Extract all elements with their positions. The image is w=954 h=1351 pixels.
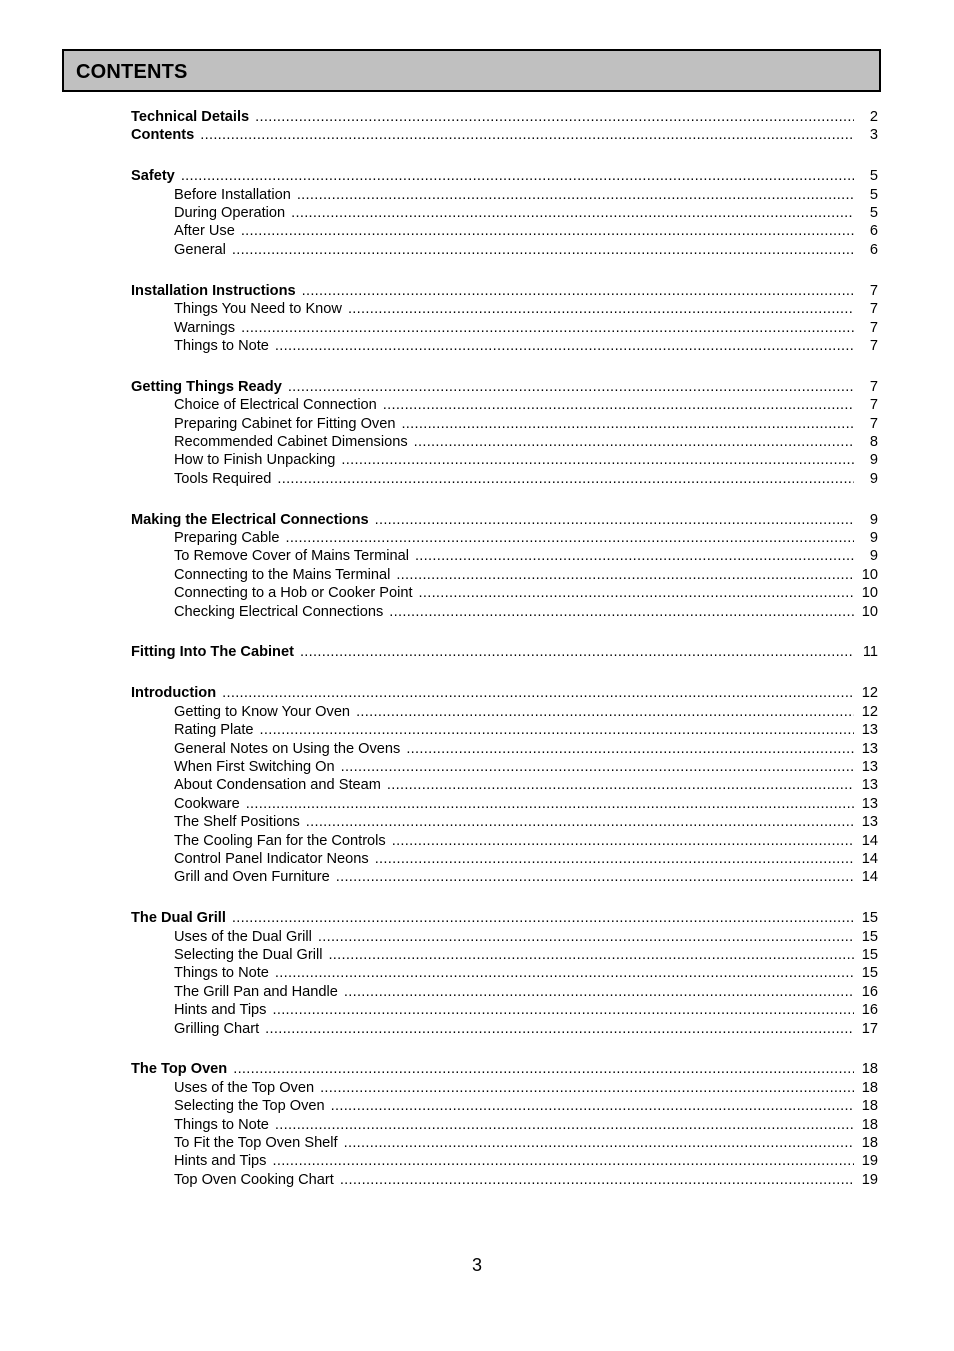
toc-entry-title: Cookware [174,795,240,812]
toc-entry-title: Control Panel Indicator Neons [174,850,369,867]
toc-entry-title: Connecting to the Mains Terminal [174,566,391,583]
toc-entry-page: 10 [861,585,878,602]
toc-entry-title: Before Installation [174,186,291,203]
toc-entry-page: 7 [869,282,878,299]
toc-entry-title: Hints and Tips [174,1153,267,1170]
toc-entry-title: The Grill Pan and Handle [174,983,338,1000]
toc-subentry[interactable] [131,1097,878,1115]
toc-entry-title: Getting to Know Your Oven [174,703,351,720]
toc-entry-title: The Dual Grill [131,910,226,927]
dot-leader [389,603,854,621]
toc-entry-page: 11 [862,644,878,661]
toc-entry-page: 18 [861,1098,878,1115]
page-title: CONTENTS [76,61,188,83]
dot-leader [348,300,854,318]
dot-leader [222,684,854,702]
toc-entry-page: 7 [869,378,878,395]
toc-entry-page: 5 [869,205,878,222]
toc-subentry[interactable] [131,547,878,565]
toc-section-heading[interactable] [131,1060,878,1078]
toc-entry-page: 16 [861,983,878,1000]
toc-subentry[interactable] [131,337,878,355]
toc-entry-title: Things You Need to Know [174,301,342,318]
toc-section [131,126,878,144]
toc-section [131,167,878,259]
toc-entry-page: 13 [861,758,878,775]
toc-entry-page: 9 [869,452,878,469]
dot-leader [272,1001,854,1019]
toc-entry-title: Introduction [131,685,217,702]
toc-subentry[interactable] [131,813,878,831]
toc-entry-title: To Remove Cover of Mains Terminal [174,548,409,565]
toc-entry-page: 9 [869,511,878,528]
toc-entry-page: 13 [861,814,878,831]
dot-leader [340,1171,854,1189]
toc-entry-page: 6 [869,223,878,240]
dot-leader [320,1079,854,1097]
toc-entry-title: Uses of the Dual Grill [174,928,312,945]
toc-entry-title: Things to Note [174,965,269,982]
toc-subentry[interactable] [131,868,878,886]
toc-entry-title: Making the Electrical Connections [131,511,369,528]
toc-entry-page: 13 [861,740,878,757]
toc-section-heading[interactable] [131,684,878,702]
toc-subentry[interactable] [131,946,878,964]
toc-entry-page: 7 [869,415,878,432]
dot-leader [383,396,854,414]
toc-subentry[interactable] [131,1001,878,1019]
toc-subentry[interactable] [131,433,878,451]
toc-section [131,511,878,621]
dot-leader [277,470,854,488]
toc-entry-page: 13 [861,777,878,794]
toc-section [131,643,878,661]
toc-entry-title: After Use [174,223,235,240]
toc-section-heading[interactable] [131,126,878,144]
toc-subentry[interactable] [131,928,878,946]
toc-entry-page: 10 [861,603,878,620]
toc-entry-title: Choice of Electrical Connection [174,397,377,414]
dot-leader [255,108,854,126]
toc-subentry[interactable] [131,451,878,469]
toc-entry-page: 5 [869,186,878,203]
toc-subentry[interactable] [131,566,878,584]
dot-leader [318,928,854,946]
dot-leader [272,1152,854,1170]
toc-entry-page: 14 [861,832,878,849]
toc-entry-page: 13 [861,795,878,812]
toc-section-heading[interactable] [131,643,878,661]
toc-entry-page: 12 [861,703,878,720]
toc-entry-page: 8 [869,433,878,450]
dot-leader [297,186,854,204]
toc-entry-page: 13 [861,722,878,739]
toc-subentry[interactable] [131,603,878,621]
dot-leader [285,529,854,547]
toc-subentry[interactable] [131,300,878,318]
toc-subentry[interactable] [131,241,878,259]
toc-entry-page: 14 [861,850,878,867]
toc-subentry[interactable] [131,740,878,758]
toc-entry-title: Hints and Tips [174,1002,267,1019]
toc-subentry[interactable] [131,758,878,776]
toc-entry-title: Preparing Cable [174,530,280,547]
toc-entry-title: Checking Electrical Connections [174,603,384,620]
dot-leader [415,547,854,565]
toc-entry-page: 18 [861,1116,878,1133]
toc-entry-page: 15 [861,928,878,945]
toc-entry-title: During Operation [174,205,286,222]
toc-entry-title: To Fit the Top Oven Shelf [174,1134,338,1151]
toc-entry-page: 12 [861,685,878,702]
toc-entry-title: Preparing Cabinet for Fitting Oven [174,415,396,432]
toc-entry-page: 17 [861,1020,878,1037]
toc-section [131,282,878,356]
dot-leader [341,451,854,469]
toc-subentry[interactable] [131,584,878,602]
toc-entry-title: Warnings [174,319,236,336]
dot-leader [246,795,854,813]
toc-entry-page: 6 [869,241,878,258]
toc-entry-title: The Top Oven [131,1061,228,1078]
toc-section-heading[interactable] [131,909,878,927]
dot-leader [300,643,854,661]
dot-leader [232,909,854,927]
dot-leader [341,758,854,776]
dot-leader [275,1116,854,1134]
toc-subentry[interactable] [131,415,878,433]
toc-section [131,1060,878,1189]
toc-section-heading[interactable] [131,511,878,529]
toc-entry-title: The Shelf Positions [174,814,300,831]
toc-subentry[interactable] [131,1152,878,1170]
toc-subentry[interactable] [131,1134,878,1152]
toc-entry-page: 7 [869,301,878,318]
toc-subentry[interactable] [131,319,878,337]
table-of-contents [131,108,878,1212]
toc-entry-title: General [174,241,226,258]
toc-entry-title: How to Finish Unpacking [174,452,336,469]
toc-section-heading[interactable] [131,108,878,126]
toc-subentry[interactable] [131,1116,878,1134]
toc-entry-page: 10 [861,566,878,583]
toc-entry-page: 7 [869,397,878,414]
toc-subentry[interactable] [131,776,878,794]
toc-entry-page: 7 [869,319,878,336]
toc-entry-page: 9 [869,470,878,487]
dot-leader [375,511,854,529]
toc-entry-page: 19 [861,1171,878,1188]
toc-subentry[interactable] [131,721,878,739]
dot-leader [306,813,854,831]
dot-leader [302,282,854,300]
toc-entry-title: Top Oven Cooking Chart [174,1171,334,1188]
toc-entry-page: 19 [861,1153,878,1170]
toc-entry-title: Grill and Oven Furniture [174,869,330,886]
dot-leader [344,983,854,1001]
dot-leader [375,850,854,868]
toc-entry-page: 5 [869,168,878,185]
toc-subentry[interactable] [131,983,878,1001]
toc-entry-page: 18 [861,1134,878,1151]
toc-entry-page: 7 [869,337,878,354]
toc-section [131,378,878,488]
toc-entry-title: Rating Plate [174,722,254,739]
dot-leader [336,868,854,886]
toc-entry-title: Uses of the Top Oven [174,1079,315,1096]
toc-subentry[interactable] [131,204,878,222]
toc-entry-title: Selecting the Top Oven [174,1098,325,1115]
toc-subentry[interactable] [131,703,878,721]
dot-leader [401,415,854,433]
dot-leader [406,740,854,758]
toc-entry-title: Getting Things Ready [131,378,282,395]
toc-subentry[interactable] [131,396,878,414]
dot-leader [291,204,854,222]
toc-entry-page: 16 [861,1002,878,1019]
dot-leader [396,566,854,584]
toc-subentry[interactable] [131,832,878,850]
toc-section-heading[interactable] [131,282,878,300]
toc-entry-title: When First Switching On [174,758,335,775]
toc-entry-page: 9 [869,548,878,565]
toc-entry-title: Grilling Chart [174,1020,260,1037]
toc-subentry[interactable] [131,529,878,547]
toc-entry-page: 14 [861,869,878,886]
toc-entry-page: 15 [861,910,878,927]
dot-leader [414,433,854,451]
toc-subentry[interactable] [131,964,878,982]
toc-entry-title: General Notes on Using the Ovens [174,740,401,757]
toc-entry-title: Things to Note [174,1116,269,1133]
contents-header-bar [62,49,881,92]
dot-leader [260,721,854,739]
dot-leader [181,167,854,185]
toc-subentry[interactable] [131,1171,878,1189]
dot-leader [387,776,854,794]
dot-leader [419,584,854,602]
dot-leader [241,222,854,240]
toc-entry-title: About Condensation and Steam [174,777,381,794]
toc-entry-page: 3 [869,127,878,144]
toc-entry-title: Selecting the Dual Grill [174,946,323,963]
toc-section [131,684,878,886]
toc-entry-title: Installation Instructions [131,282,296,299]
dot-leader [241,319,854,337]
toc-subentry[interactable] [131,850,878,868]
toc-entry-title: The Cooling Fan for the Controls [174,832,386,849]
toc-entry-title: Tools Required [174,470,272,487]
toc-subentry[interactable] [131,795,878,813]
toc-entry-title: Safety [131,168,175,185]
toc-entry-title: Fitting Into The Cabinet [131,644,294,661]
toc-entry-page: 15 [861,946,878,963]
dot-leader [232,241,854,259]
dot-leader [288,378,854,396]
toc-subentry[interactable] [131,1079,878,1097]
dot-leader [392,832,854,850]
page-number: 3 [471,1255,482,1275]
dot-leader [200,126,854,144]
toc-subentry[interactable] [131,470,878,488]
toc-entry-page: 9 [869,530,878,547]
toc-entry-title: Technical Details [131,109,250,125]
dot-leader [265,1020,854,1038]
dot-leader [356,703,854,721]
dot-leader [275,337,854,355]
dot-leader [233,1060,854,1078]
dot-leader [275,964,854,982]
dot-leader [328,946,854,964]
toc-entry-title: Recommended Cabinet Dimensions [174,433,408,450]
toc-entry-title: Contents [131,127,195,144]
toc-subentry[interactable] [131,1020,878,1038]
dot-leader [331,1097,854,1115]
toc-subentry[interactable] [131,222,878,240]
toc-entry-title: Things to Note [174,337,269,354]
toc-section-heading[interactable] [131,167,878,185]
toc-entry-page: 15 [861,965,878,982]
toc-section [131,108,878,126]
toc-entry-page: 18 [861,1061,878,1078]
dot-leader [344,1134,854,1152]
toc-section-heading[interactable] [131,378,878,396]
toc-subentry[interactable] [131,186,878,204]
toc-entry-page: 2 [869,109,878,125]
toc-entry-page: 18 [861,1079,878,1096]
toc-section [131,909,878,1038]
toc-entry-title: Connecting to a Hob or Cooker Point [174,585,413,602]
